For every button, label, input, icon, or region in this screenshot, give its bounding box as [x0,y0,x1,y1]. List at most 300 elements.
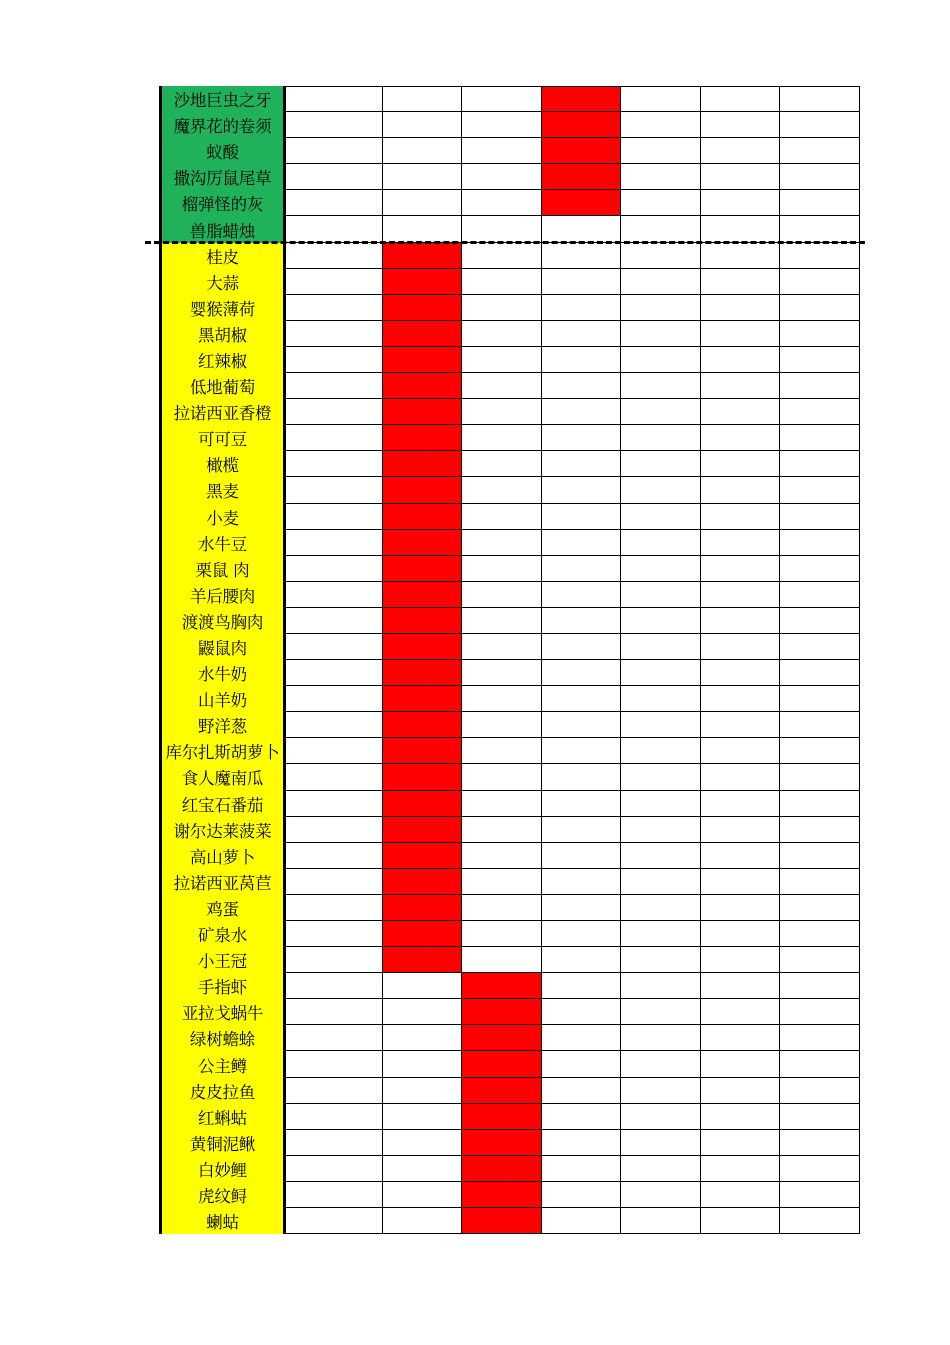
grid-cell[interactable] [462,791,542,817]
grid-cell[interactable] [701,869,780,895]
grid-cell[interactable] [701,269,780,295]
grid-cell[interactable] [542,321,621,347]
grid-cell[interactable] [701,712,780,738]
grid-cell[interactable] [780,347,860,373]
grid-cell[interactable] [542,686,621,712]
grid-cell[interactable] [621,582,701,608]
grid-cell[interactable] [780,216,860,242]
grid-cell[interactable] [542,869,621,895]
grid-cell[interactable] [462,321,542,347]
marked-cell[interactable] [383,921,462,947]
grid-cell[interactable] [780,1051,860,1077]
marked-cell[interactable] [542,112,621,138]
grid-cell[interactable] [286,1104,383,1130]
grid-cell[interactable] [383,999,462,1025]
grid-cell[interactable] [286,947,383,973]
grid-cell[interactable] [621,660,701,686]
grid-cell[interactable] [462,451,542,477]
marked-cell[interactable] [462,1025,542,1051]
marked-cell[interactable] [462,1208,542,1234]
grid-cell[interactable] [780,1025,860,1051]
grid-cell[interactable] [701,504,780,530]
grid-cell[interactable] [780,582,860,608]
marked-cell[interactable] [542,86,621,112]
grid-cell[interactable] [701,973,780,999]
grid-cell[interactable] [780,243,860,269]
marked-cell[interactable] [383,582,462,608]
grid-cell[interactable] [780,1156,860,1182]
grid-cell[interactable] [780,164,860,190]
grid-cell[interactable] [701,190,780,216]
grid-cell[interactable] [462,112,542,138]
grid-cell[interactable] [701,895,780,921]
grid-cell[interactable] [462,164,542,190]
marked-cell[interactable] [462,1078,542,1104]
grid-cell[interactable] [701,243,780,269]
grid-cell[interactable] [286,190,383,216]
grid-cell[interactable] [621,373,701,399]
grid-cell[interactable] [780,895,860,921]
grid-cell[interactable] [780,425,860,451]
grid-cell[interactable] [701,425,780,451]
grid-cell[interactable] [780,973,860,999]
grid-cell[interactable] [286,269,383,295]
grid-cell[interactable] [383,216,462,242]
grid-cell[interactable] [462,295,542,321]
grid-cell[interactable] [542,556,621,582]
grid-cell[interactable] [621,608,701,634]
grid-cell[interactable] [383,86,462,112]
grid-cell[interactable] [286,321,383,347]
grid-cell[interactable] [286,921,383,947]
grid-cell[interactable] [780,556,860,582]
grid-cell[interactable] [542,660,621,686]
grid-cell[interactable] [701,295,780,321]
grid-cell[interactable] [286,112,383,138]
grid-cell[interactable] [542,634,621,660]
grid-cell[interactable] [286,399,383,425]
grid-cell[interactable] [701,164,780,190]
grid-cell[interactable] [462,530,542,556]
grid-cell[interactable] [462,243,542,269]
grid-cell[interactable] [621,869,701,895]
marked-cell[interactable] [383,347,462,373]
grid-cell[interactable] [462,738,542,764]
grid-cell[interactable] [701,738,780,764]
grid-cell[interactable] [701,686,780,712]
grid-cell[interactable] [701,1208,780,1234]
grid-cell[interactable] [701,321,780,347]
marked-cell[interactable] [462,1104,542,1130]
grid-cell[interactable] [462,764,542,790]
grid-cell[interactable] [780,1182,860,1208]
grid-cell[interactable] [780,660,860,686]
marked-cell[interactable] [383,712,462,738]
grid-cell[interactable] [286,216,383,242]
marked-cell[interactable] [383,660,462,686]
grid-cell[interactable] [542,216,621,242]
grid-cell[interactable] [780,634,860,660]
grid-cell[interactable] [286,1182,383,1208]
grid-cell[interactable] [542,791,621,817]
grid-cell[interactable] [286,530,383,556]
grid-cell[interactable] [780,686,860,712]
grid-cell[interactable] [462,399,542,425]
grid-cell[interactable] [542,399,621,425]
grid-cell[interactable] [621,843,701,869]
marked-cell[interactable] [383,738,462,764]
grid-cell[interactable] [286,608,383,634]
grid-cell[interactable] [621,1078,701,1104]
grid-cell[interactable] [701,1182,780,1208]
grid-cell[interactable] [780,86,860,112]
grid-cell[interactable] [701,86,780,112]
grid-cell[interactable] [780,921,860,947]
grid-cell[interactable] [286,451,383,477]
grid-cell[interactable] [621,477,701,503]
marked-cell[interactable] [383,608,462,634]
marked-cell[interactable] [542,138,621,164]
marked-cell[interactable] [542,164,621,190]
marked-cell[interactable] [383,269,462,295]
grid-cell[interactable] [286,712,383,738]
marked-cell[interactable] [383,321,462,347]
grid-cell[interactable] [462,843,542,869]
grid-cell[interactable] [462,634,542,660]
grid-cell[interactable] [621,112,701,138]
grid-cell[interactable] [780,738,860,764]
grid-cell[interactable] [621,764,701,790]
grid-cell[interactable] [286,660,383,686]
grid-cell[interactable] [462,504,542,530]
grid-cell[interactable] [462,138,542,164]
grid-cell[interactable] [701,1078,780,1104]
grid-cell[interactable] [286,556,383,582]
grid-cell[interactable] [542,608,621,634]
grid-cell[interactable] [462,895,542,921]
grid-cell[interactable] [462,817,542,843]
grid-cell[interactable] [542,1182,621,1208]
grid-cell[interactable] [621,295,701,321]
marked-cell[interactable] [383,895,462,921]
grid-cell[interactable] [462,425,542,451]
marked-cell[interactable] [383,947,462,973]
grid-cell[interactable] [542,1104,621,1130]
marked-cell[interactable] [383,451,462,477]
grid-cell[interactable] [780,477,860,503]
grid-cell[interactable] [542,712,621,738]
grid-cell[interactable] [462,608,542,634]
grid-cell[interactable] [542,973,621,999]
grid-cell[interactable] [780,504,860,530]
grid-cell[interactable] [701,216,780,242]
grid-cell[interactable] [780,373,860,399]
grid-cell[interactable] [621,556,701,582]
marked-cell[interactable] [462,1051,542,1077]
marked-cell[interactable] [383,634,462,660]
grid-cell[interactable] [780,399,860,425]
marked-cell[interactable] [462,1130,542,1156]
grid-cell[interactable] [701,608,780,634]
grid-cell[interactable] [286,1025,383,1051]
grid-cell[interactable] [780,1130,860,1156]
grid-cell[interactable] [621,1051,701,1077]
grid-cell[interactable] [286,1156,383,1182]
grid-cell[interactable] [286,1051,383,1077]
grid-cell[interactable] [542,347,621,373]
grid-cell[interactable] [462,373,542,399]
grid-cell[interactable] [621,399,701,425]
grid-cell[interactable] [621,1025,701,1051]
grid-cell[interactable] [621,895,701,921]
grid-cell[interactable] [286,843,383,869]
grid-cell[interactable] [621,1182,701,1208]
marked-cell[interactable] [383,243,462,269]
marked-cell[interactable] [383,556,462,582]
grid-cell[interactable] [286,634,383,660]
grid-cell[interactable] [542,843,621,869]
marked-cell[interactable] [383,817,462,843]
grid-cell[interactable] [701,138,780,164]
grid-cell[interactable] [621,164,701,190]
grid-cell[interactable] [780,817,860,843]
grid-cell[interactable] [542,582,621,608]
grid-cell[interactable] [621,269,701,295]
grid-cell[interactable] [462,686,542,712]
grid-cell[interactable] [780,869,860,895]
grid-cell[interactable] [621,817,701,843]
grid-cell[interactable] [542,425,621,451]
grid-cell[interactable] [621,321,701,347]
grid-cell[interactable] [780,112,860,138]
grid-cell[interactable] [780,791,860,817]
grid-cell[interactable] [701,1156,780,1182]
grid-cell[interactable] [701,477,780,503]
grid-cell[interactable] [383,1104,462,1130]
marked-cell[interactable] [383,295,462,321]
marked-cell[interactable] [383,530,462,556]
grid-cell[interactable] [701,660,780,686]
grid-cell[interactable] [701,634,780,660]
grid-cell[interactable] [621,999,701,1025]
grid-cell[interactable] [621,947,701,973]
grid-cell[interactable] [383,1130,462,1156]
grid-cell[interactable] [780,1078,860,1104]
grid-cell[interactable] [701,1051,780,1077]
grid-cell[interactable] [383,1078,462,1104]
grid-cell[interactable] [621,1130,701,1156]
grid-cell[interactable] [286,764,383,790]
grid-cell[interactable] [780,999,860,1025]
grid-cell[interactable] [542,1078,621,1104]
grid-cell[interactable] [542,817,621,843]
grid-cell[interactable] [621,347,701,373]
grid-cell[interactable] [780,1104,860,1130]
grid-cell[interactable] [462,660,542,686]
marked-cell[interactable] [462,1156,542,1182]
grid-cell[interactable] [621,1156,701,1182]
grid-cell[interactable] [286,582,383,608]
grid-cell[interactable] [621,634,701,660]
grid-cell[interactable] [621,738,701,764]
grid-cell[interactable] [701,921,780,947]
grid-cell[interactable] [621,86,701,112]
grid-cell[interactable] [286,347,383,373]
grid-cell[interactable] [286,999,383,1025]
grid-cell[interactable] [542,451,621,477]
grid-cell[interactable] [780,269,860,295]
grid-cell[interactable] [542,504,621,530]
grid-cell[interactable] [383,112,462,138]
marked-cell[interactable] [383,869,462,895]
grid-cell[interactable] [542,295,621,321]
grid-cell[interactable] [462,216,542,242]
grid-cell[interactable] [701,347,780,373]
grid-cell[interactable] [780,843,860,869]
grid-cell[interactable] [542,530,621,556]
grid-cell[interactable] [383,1051,462,1077]
grid-cell[interactable] [542,1156,621,1182]
grid-cell[interactable] [542,1208,621,1234]
marked-cell[interactable] [383,843,462,869]
grid-cell[interactable] [286,477,383,503]
grid-cell[interactable] [701,1104,780,1130]
grid-cell[interactable] [542,1051,621,1077]
grid-cell[interactable] [462,477,542,503]
grid-cell[interactable] [621,686,701,712]
grid-cell[interactable] [462,947,542,973]
grid-cell[interactable] [701,399,780,425]
grid-cell[interactable] [701,373,780,399]
marked-cell[interactable] [383,686,462,712]
grid-cell[interactable] [780,1208,860,1234]
grid-cell[interactable] [462,190,542,216]
grid-cell[interactable] [780,451,860,477]
grid-cell[interactable] [780,321,860,347]
grid-cell[interactable] [462,269,542,295]
grid-cell[interactable] [701,112,780,138]
grid-cell[interactable] [286,895,383,921]
grid-cell[interactable] [621,504,701,530]
grid-cell[interactable] [542,999,621,1025]
marked-cell[interactable] [383,477,462,503]
grid-cell[interactable] [621,921,701,947]
grid-cell[interactable] [542,243,621,269]
grid-cell[interactable] [780,190,860,216]
marked-cell[interactable] [383,373,462,399]
grid-cell[interactable] [621,791,701,817]
grid-cell[interactable] [286,373,383,399]
grid-cell[interactable] [701,530,780,556]
grid-cell[interactable] [286,1078,383,1104]
grid-cell[interactable] [286,738,383,764]
grid-cell[interactable] [621,1208,701,1234]
grid-cell[interactable] [621,530,701,556]
grid-cell[interactable] [621,216,701,242]
grid-cell[interactable] [383,973,462,999]
grid-cell[interactable] [542,1130,621,1156]
grid-cell[interactable] [462,347,542,373]
grid-cell[interactable] [383,190,462,216]
grid-cell[interactable] [286,425,383,451]
grid-cell[interactable] [462,556,542,582]
grid-cell[interactable] [780,712,860,738]
grid-cell[interactable] [286,504,383,530]
grid-cell[interactable] [542,895,621,921]
grid-cell[interactable] [701,451,780,477]
grid-cell[interactable] [542,1025,621,1051]
grid-cell[interactable] [701,582,780,608]
grid-cell[interactable] [701,791,780,817]
grid-cell[interactable] [542,921,621,947]
grid-cell[interactable] [621,138,701,164]
grid-cell[interactable] [286,973,383,999]
grid-cell[interactable] [542,269,621,295]
grid-cell[interactable] [462,86,542,112]
grid-cell[interactable] [701,764,780,790]
marked-cell[interactable] [462,999,542,1025]
grid-cell[interactable] [286,869,383,895]
grid-cell[interactable] [383,1208,462,1234]
grid-cell[interactable] [286,686,383,712]
grid-cell[interactable] [542,947,621,973]
grid-cell[interactable] [383,1025,462,1051]
grid-cell[interactable] [383,138,462,164]
grid-cell[interactable] [621,425,701,451]
marked-cell[interactable] [383,399,462,425]
grid-cell[interactable] [701,1025,780,1051]
grid-cell[interactable] [462,921,542,947]
grid-cell[interactable] [286,138,383,164]
grid-cell[interactable] [286,295,383,321]
grid-cell[interactable] [701,999,780,1025]
grid-cell[interactable] [621,190,701,216]
grid-cell[interactable] [286,1208,383,1234]
marked-cell[interactable] [462,1182,542,1208]
grid-cell[interactable] [780,764,860,790]
grid-cell[interactable] [383,1182,462,1208]
grid-cell[interactable] [286,817,383,843]
grid-cell[interactable] [462,869,542,895]
grid-cell[interactable] [621,243,701,269]
grid-cell[interactable] [383,164,462,190]
marked-cell[interactable] [383,791,462,817]
grid-cell[interactable] [542,477,621,503]
grid-cell[interactable] [542,738,621,764]
marked-cell[interactable] [383,504,462,530]
grid-cell[interactable] [621,973,701,999]
grid-cell[interactable] [780,138,860,164]
grid-cell[interactable] [780,530,860,556]
grid-cell[interactable] [621,451,701,477]
grid-cell[interactable] [542,764,621,790]
grid-cell[interactable] [701,817,780,843]
grid-cell[interactable] [701,947,780,973]
grid-cell[interactable] [780,608,860,634]
marked-cell[interactable] [462,973,542,999]
grid-cell[interactable] [621,1104,701,1130]
grid-cell[interactable] [286,1130,383,1156]
grid-cell[interactable] [542,373,621,399]
grid-cell[interactable] [286,243,383,269]
marked-cell[interactable] [542,190,621,216]
grid-cell[interactable] [701,1130,780,1156]
grid-cell[interactable] [286,164,383,190]
grid-cell[interactable] [286,791,383,817]
grid-cell[interactable] [780,947,860,973]
marked-cell[interactable] [383,764,462,790]
grid-cell[interactable] [780,295,860,321]
